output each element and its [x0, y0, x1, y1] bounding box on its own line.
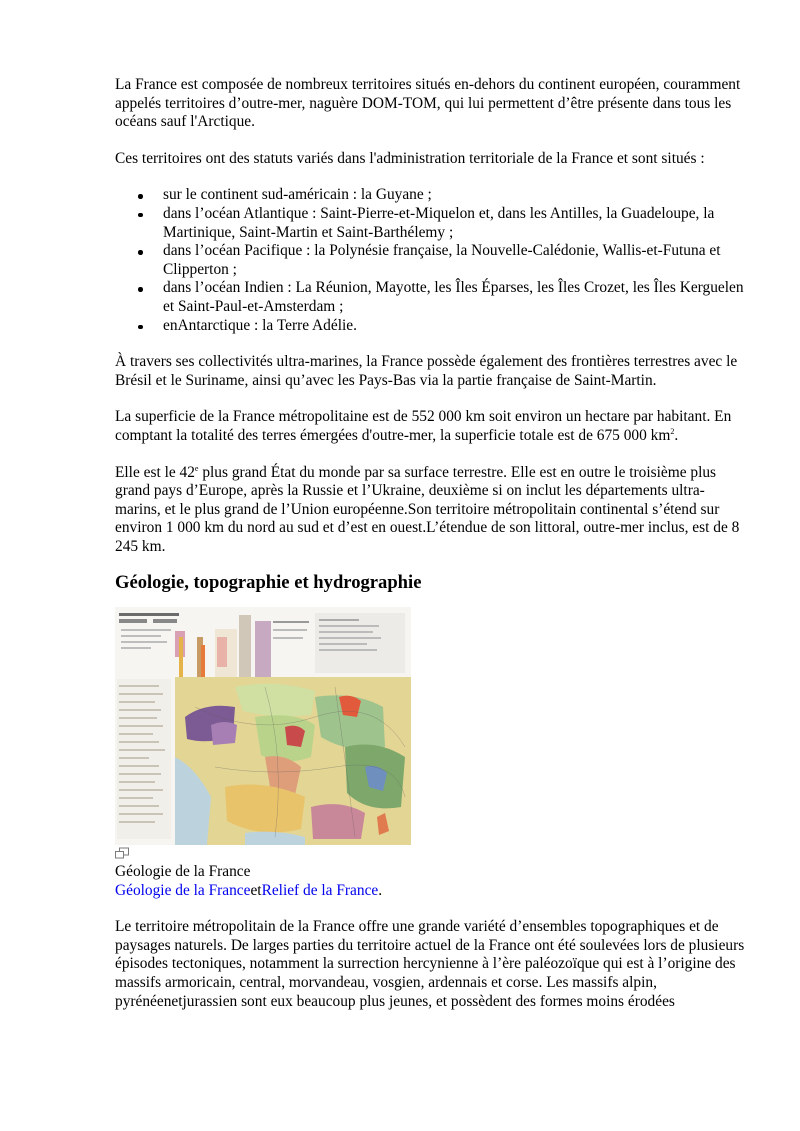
paragraph-area	[115, 408, 745, 445]
paragraph-borders: À travers ses collectivités ultra-marines, la France possède également des frontières terrestres avec le Brésil et le Suriname, ainsi qu’avec les Pays-Bas via la partie française de Saint-Martin.	[115, 353, 738, 389]
list-item: dans l’océan Pacifique : la Polynésie française, la Nouvelle-Calédonie, Wallis-et-Futuna et Clipperton ;	[163, 242, 745, 279]
rank-text-rest: plus grand État du monde par sa surface terrestre. Elle est en outre le troisième plus grand pays d’Europe, après la Russie et l’Ukraine, deuxième si on inclut les départements ultra-marins, et le plus grand de l’Union européenne.Son territoire métropolitain continental s’étend sur environ 1 000 km du nord au sud et d’est en ouest.L’étendue de son littoral, outre-mer inclus, est de 8 245 km.	[115, 463, 740, 555]
geology-figure	[115, 607, 745, 900]
figure-caption: Géologie de la France	[115, 863, 251, 881]
area-superscript: 2	[670, 426, 675, 436]
rank-text-start: Elle est le 42	[115, 463, 195, 481]
paragraph-statuses: Ces territoires ont des statuts variés dans l'administration territoriale de la France et sont situés :	[115, 149, 705, 167]
list-item: dans l’océan Atlantique : Saint-Pierre-et-Miquelon et, dans les Antilles, la Guadeloupe, la Martinique, Saint-Martin et Saint-Barthélemy ;	[163, 205, 745, 242]
list-item: dans l’océan Indien : La Réunion, Mayotte, les Îles Éparses, les Îles Crozet, les Îles Kerguelen et Saint-Paul-et-Amsterdam ;	[163, 279, 744, 315]
list-item: sur le continent sud-américain : la Guyane ;	[163, 186, 745, 205]
geology-map-image[interactable]	[115, 607, 411, 845]
relief-link[interactable]: Relief de la France	[261, 881, 379, 899]
paragraph-topography: Le territoire métropolitain de la France offre une grande variété d’ensembles topographiques et de paysages naturels. De larges parties du territoire actuel de la France ont été soulevées lors de plusieurs épisodes tectoniques, notamment la surrection hercynienne à l’ère paléozoïque qui est à l’origine des massifs armoricain, central, morvandeau, vosgien, ardennais et corse. Les massifs alpin, pyrénéenetjurassien sont eux beaucoup plus jeunes, et possèdent des formes moins érodées	[115, 918, 745, 1010]
area-text: La superficie de la France métropolitaine est de 552 000 km soit environ un hectare par habitant. En comptant la totalité des terres émergées d'outre-mer, la superficie totale est de 675 000 km	[115, 408, 732, 444]
list-item: enAntarctique : la Terre Adélie.	[163, 317, 745, 336]
article-body	[115, 76, 745, 1029]
geology-link[interactable]: Géologie de la France	[115, 881, 251, 899]
paragraph-rank	[115, 464, 745, 557]
related-links	[115, 882, 745, 901]
enlarge-icon[interactable]	[115, 847, 129, 859]
link-separator: et	[250, 881, 262, 899]
section-heading: Géologie, topographie et hydrographie	[115, 572, 422, 594]
rank-superscript: e	[194, 463, 199, 473]
territories-list	[115, 186, 745, 335]
paragraph-overseas-intro: La France est composée de nombreux territoires situés en-dehors du continent européen, couramment appelés territoires d’outre-mer, naguère DOM-TOM, qui lui permettent d’être présente dans tous les océans sauf l'Arctique.	[115, 76, 741, 131]
link-period: .	[378, 881, 383, 899]
area-end: .	[674, 426, 679, 444]
